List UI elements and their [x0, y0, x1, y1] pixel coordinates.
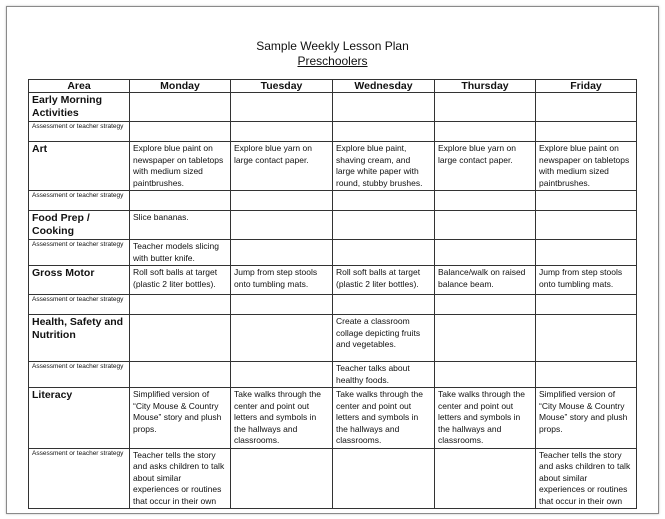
assessment-label: Assessment or teacher strategy [29, 191, 130, 211]
table-cell [130, 191, 231, 211]
table-cell [231, 448, 333, 509]
table-cell: Jump from step stools onto tumbling mats. [536, 266, 637, 295]
table-cell [130, 315, 231, 362]
table-cell: Explore blue paint, shaving cream, and large white paper with round, stubby brushes. [333, 142, 435, 191]
table-cell [333, 122, 435, 142]
table-cell [333, 240, 435, 266]
table-cell [231, 211, 333, 240]
table-row [29, 240, 637, 266]
table-cell: Teacher tells the story and asks children to talk about similar experiences or routines that occur in their own [130, 448, 231, 509]
table-row [29, 191, 637, 211]
table-cell [536, 295, 637, 315]
table-cell [536, 191, 637, 211]
table-cell [231, 295, 333, 315]
table-cell: Teacher talks about healthy foods. [333, 362, 435, 388]
table-cell: Explore blue yarn on large contact paper. [231, 142, 333, 191]
table-row [29, 448, 637, 509]
table-cell [536, 240, 637, 266]
table-cell [536, 315, 637, 362]
table-cell [130, 362, 231, 388]
table-cell: Take walks through the center and point out letters and symbols in the hallways and classrooms. [231, 388, 333, 449]
table-cell [333, 191, 435, 211]
assessment-label: Assessment or teacher strategy [29, 240, 130, 266]
table-cell [435, 295, 536, 315]
table-cell [536, 211, 637, 240]
table-cell [333, 93, 435, 122]
table-cell: Explore blue yarn on large contact paper. [435, 142, 536, 191]
table-cell [435, 315, 536, 362]
table-cell: Create a classroom collage depicting fruits and vegetables. [333, 315, 435, 362]
area-label: Health, Safety and Nutrition [29, 315, 130, 362]
area-label: Early Morning Activities [29, 93, 130, 122]
table-cell [536, 122, 637, 142]
table-cell [435, 191, 536, 211]
table-cell: Roll soft balls at target (plastic 2 liter bottles). [333, 266, 435, 295]
table-row [29, 266, 637, 295]
table-row [29, 362, 637, 388]
header-wednesday: Wednesday [333, 80, 435, 93]
table-cell [231, 191, 333, 211]
assessment-label: Assessment or teacher strategy [29, 448, 130, 509]
table-cell: Slice bananas. [130, 211, 231, 240]
header-area: Area [29, 80, 130, 93]
assessment-label: Assessment or teacher strategy [29, 295, 130, 315]
table-cell: Simplified version of “City Mouse & Country Mouse” story and plush props. [536, 388, 637, 449]
table-cell [435, 211, 536, 240]
table-cell [231, 315, 333, 362]
assessment-label: Assessment or teacher strategy [29, 122, 130, 142]
area-label: Gross Motor [29, 266, 130, 295]
area-label: Literacy [29, 388, 130, 449]
header-monday: Monday [130, 80, 231, 93]
table-cell: Explore blue paint on newspaper on tabletops with medium sized paintbrushes. [130, 142, 231, 191]
header-row [29, 80, 637, 93]
table-cell [231, 240, 333, 266]
table-row [29, 211, 637, 240]
table-cell: Balance/walk on raised balance beam. [435, 266, 536, 295]
document-subtitle: Preschoolers [297, 54, 368, 68]
table-cell [435, 122, 536, 142]
header-tuesday: Tuesday [231, 80, 333, 93]
table-cell [536, 362, 637, 388]
table-cell: Explore blue paint on newspaper on tabletops with medium sized paintbrushes. [536, 142, 637, 191]
table-cell [536, 93, 637, 122]
table-cell [333, 448, 435, 509]
table-cell: Teacher tells the story and asks children to talk about similar experiences or routines that occur in their own [536, 448, 637, 509]
table-cell: Roll soft balls at target (plastic 2 liter bottles). [130, 266, 231, 295]
table-cell [333, 211, 435, 240]
table-cell [231, 362, 333, 388]
document-title: Sample Weekly Lesson Plan [256, 39, 409, 53]
table-cell [130, 122, 231, 142]
area-label: Art [29, 142, 130, 191]
header-thursday: Thursday [435, 80, 536, 93]
document-page [6, 6, 659, 514]
table-row [29, 93, 637, 122]
assessment-label: Assessment or teacher strategy [29, 362, 130, 388]
lesson-plan-table [28, 79, 637, 509]
table-cell [231, 122, 333, 142]
table-cell [130, 295, 231, 315]
table-cell [130, 93, 231, 122]
table-cell [435, 362, 536, 388]
table-cell [435, 448, 536, 509]
table-cell: Take walks through the center and point out letters and symbols in the hallways and classrooms. [435, 388, 536, 449]
table-cell: Simplified version of “City Mouse & Country Mouse” story and plush props. [130, 388, 231, 449]
table-row [29, 122, 637, 142]
table-cell [333, 295, 435, 315]
table-cell: Teacher models slicing with butter knife. [130, 240, 231, 266]
table-row [29, 388, 637, 449]
table-row [29, 295, 637, 315]
table-cell [231, 93, 333, 122]
table-row [29, 142, 637, 191]
table-cell: Jump from step stools onto tumbling mats. [231, 266, 333, 295]
table-row [29, 315, 637, 362]
table-cell [435, 93, 536, 122]
table-cell: Take walks through the center and point out letters and symbols in the hallways and classrooms. [333, 388, 435, 449]
area-label: Food Prep / Cooking [29, 211, 130, 240]
header-friday: Friday [536, 80, 637, 93]
table-cell [435, 240, 536, 266]
